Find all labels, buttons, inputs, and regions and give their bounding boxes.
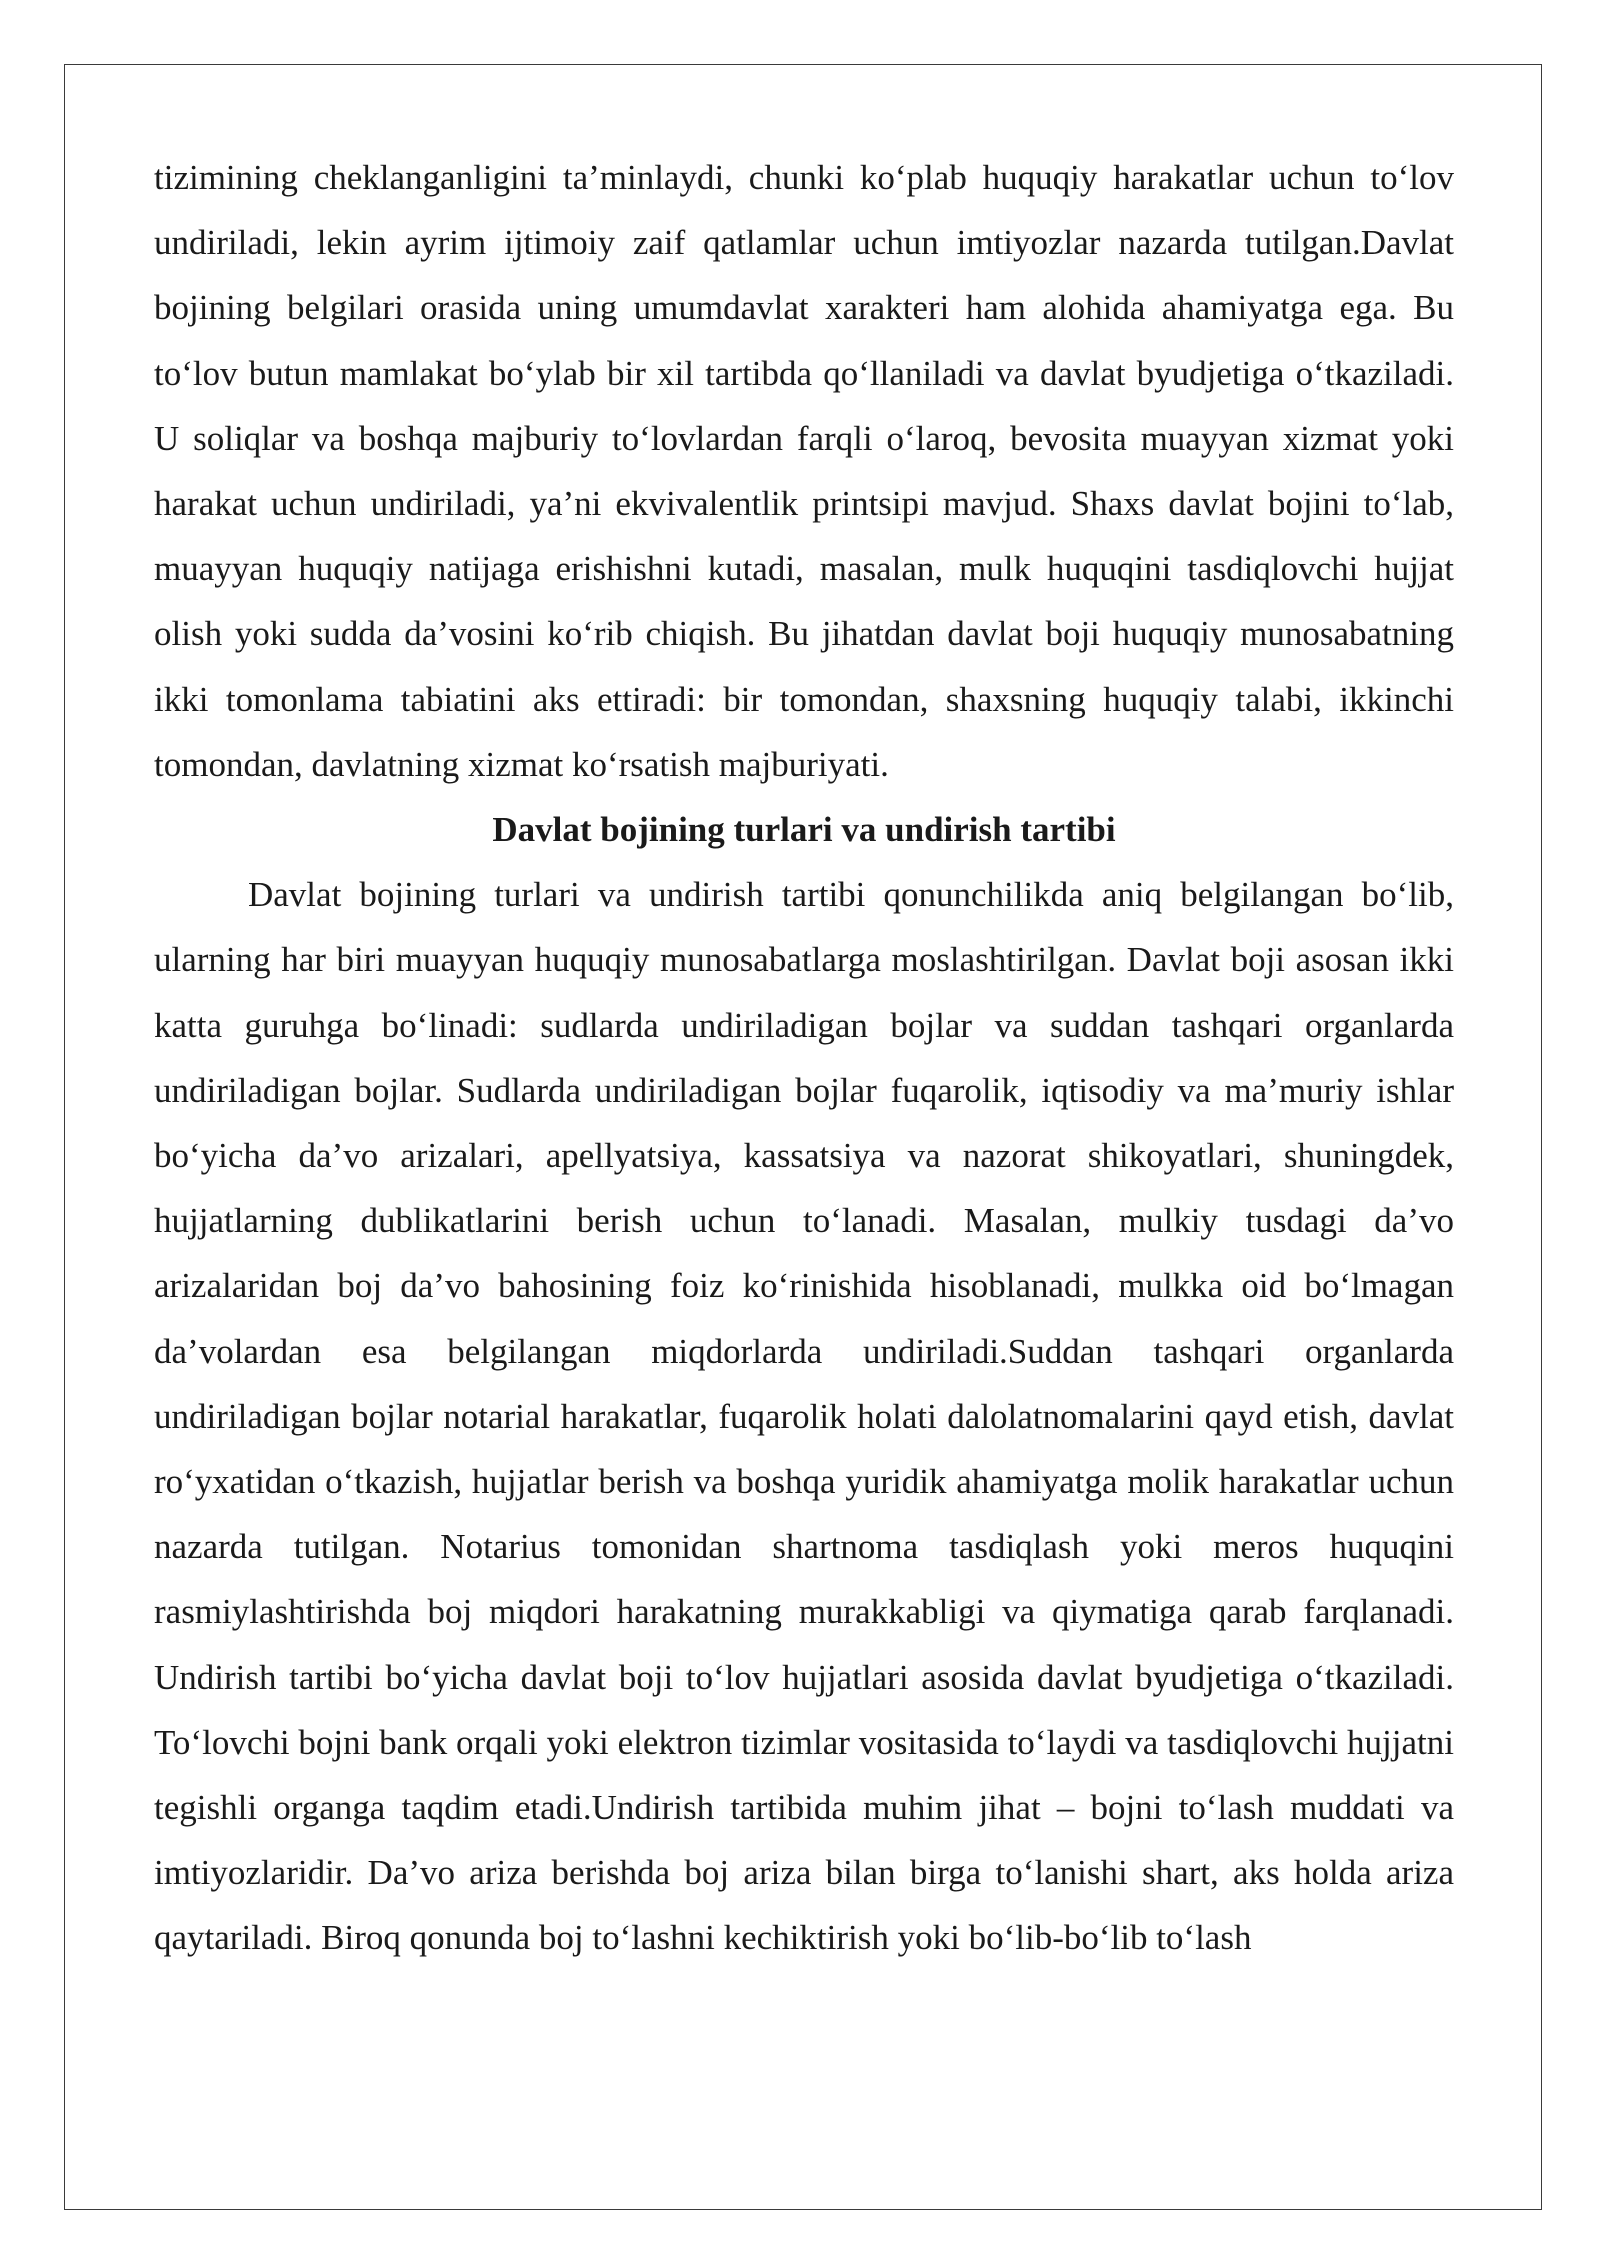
section-heading: Davlat bojining turlari va undirish tartibi <box>492 810 1116 850</box>
paragraph-1: tizimining cheklanganligini ta’minlaydi, chunki ko‘plab huquqiy harakatlar uchun to‘lov undiriladi, lekin ayrim ijtimoiy zaif qatlamlar uchun imtiyozlar nazarda tutilgan.Davlat bojining belgilari orasida uning umumdavlat xarakteri ham alohida ahamiyatga ega. Bu to‘lov butun mamlakat bo‘ylab bir xil tartibda qo‘llaniladi va davlat byudjetiga o‘tkaziladi. U soliqlar va boshqa majburiy to‘lovlardan farqli o‘laroq, bevosita muayyan xizmat yoki harakat uchun undiriladi, ya’ni ekvivalentlik printsipi mavjud. Shaxs davlat bojini to‘lab, muayyan huquqiy natijaga erishishni kutadi, masalan, mulk huquqini tasdiqlovchi hujjat olish yoki sudda da’vosini ko‘rib chiqish. Bu jihatdan davlat boji huquqiy munosabatning ikki tomonlama tabiatini aks ettiradi: bir tomondan, shaxsning huquqiy talabi, ikkinchi tomondan, davlatning xizmat ko‘rsatish majburiyati. <box>154 158 1454 784</box>
paragraph-2: Davlat bojining turlari va undirish tartibi qonunchilikda aniq belgilangan bo‘lib, ularning har biri muayyan huquqiy munosabatlarga moslashtirilgan. Davlat boji asosan ikki katta guruhga bo‘linadi: sudlarda undiriladigan bojlar va suddan tashqari organlarda undiriladigan bojlar. Sudlarda undiriladigan bojlar fuqarolik, iqtisodiy va ma’muriy ishlar bo‘yicha da’vo arizalari, apellyatsiya, kassatsiya va nazorat shikoyatlari, shuningdek, hujjatlarning dublikatlarini berish uchun to‘lanadi. Masalan, mulkiy tusdagi da’vo arizalaridan boj da’vo bahosining foiz ko‘rinishida hisoblanadi, mulkka oid bo‘lmagan da’volardan esa belgilangan miqdorlarda undiriladi.Suddan tashqari organlarda undiriladigan bojlar notarial harakatlar, fuqarolik holati dalolatnomalarini qayd etish, davlat ro‘yxatidan o‘tkazish, hujjatlar berish va boshqa yuridik ahamiyatga molik harakatlar uchun nazarda tutilgan. Notarius tomonidan shartnoma tasdiqlash yoki meros huquqini rasmiylashtirishda boj miqdori harakatning murakkabligi va qiymatiga qarab farqlanadi. Undirish tartibi bo‘yicha davlat boji to‘lov hujjatlari asosida davlat byudjetiga o‘tkaziladi. To‘lovchi bojni bank orqali yoki elektron tizimlar vositasida to‘laydi va tasdiqlovchi hujjatni tegishli organga taqdim etadi.Undirish tartibida muhim jihat – bojni to‘lash muddati va imtiyozlaridir. Da’vo ariza berishda boj ariza bilan birga to‘lanishi shart, aks holda ariza qaytariladi. Biroq qonunda boj to‘lashni kechiktirish yoki bo‘lib-bo‘lib to‘lash <box>154 875 1454 1958</box>
document-body <box>154 145 1454 1971</box>
